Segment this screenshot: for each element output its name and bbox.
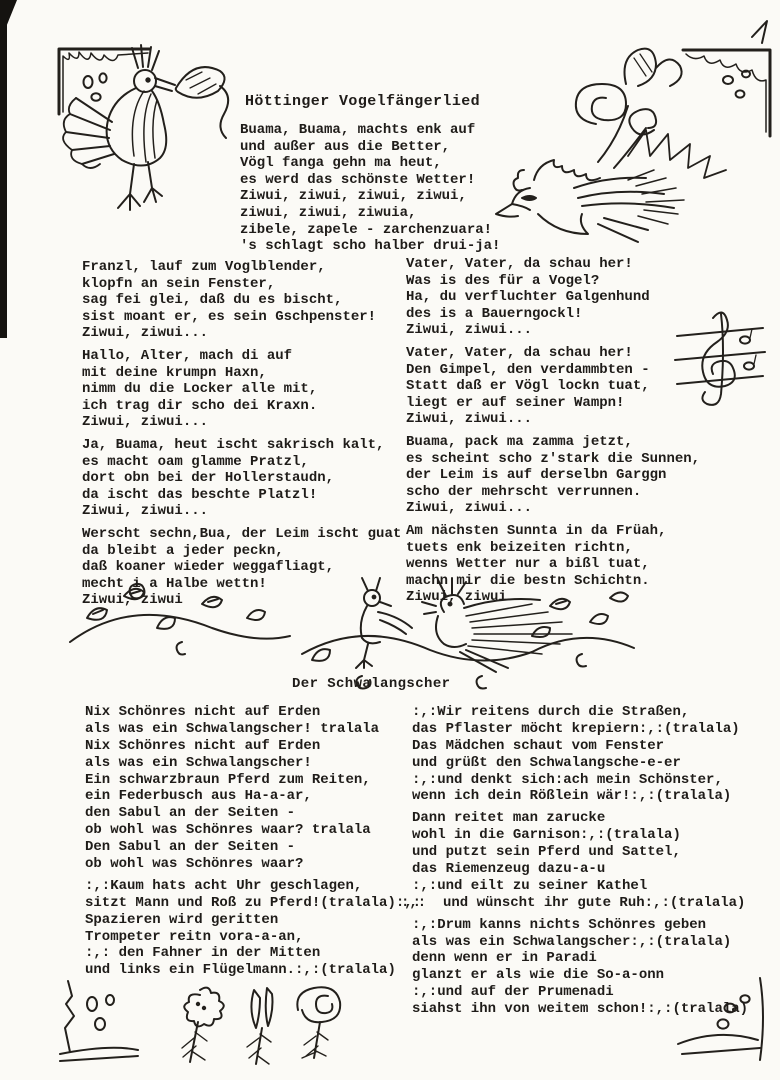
text-line: Ziwui, ziwui...	[82, 503, 209, 520]
text-line: siahst ihn von weitem schon!:,:(tralala)	[412, 1001, 749, 1018]
text-line: wenn ich dein Rößlein wär!:,:(tralala)	[412, 788, 732, 805]
stanza	[82, 348, 401, 431]
stanza	[82, 437, 401, 520]
text-line: 's schlagt scho halber drui-ja!	[240, 238, 501, 255]
text-line: Ein schwarzbraun Pferd zum Reiten,	[85, 771, 371, 788]
text-line: Vögl fanga gehn ma heut,	[240, 155, 442, 172]
text-line: ein Federbusch aus Ha-a-ar,	[85, 788, 312, 805]
text-line: ziwui, ziwui, ziwuia,	[240, 204, 417, 221]
text-line: sist moant er, es sein Gschpenster!	[82, 308, 377, 325]
text-line: ob wohl was Schönres waar?	[85, 856, 304, 873]
song1-title: Höttinger Vogelfängerlied	[245, 93, 481, 110]
text-line: des is a Bauerngockl!	[406, 305, 583, 322]
stanza	[406, 256, 700, 339]
text-line: Was is des für a Vogel?	[406, 272, 600, 289]
text-line: daß koaner wieder weggafliagt,	[82, 559, 335, 576]
text-line: es scheint scho z'stark die Sunnen,	[406, 450, 701, 467]
text-line: sitzt Mann und Roß zu Pferd!(tralala):,:	[85, 894, 422, 911]
rooster-illustration	[52, 36, 247, 221]
text-line: Trompeter reitn vora-a-an,	[85, 928, 304, 945]
stanza	[406, 434, 700, 517]
text-line: Vater, Vater, da schau her!	[406, 256, 633, 272]
text-line: der Leim is auf derselbn Garggn	[406, 467, 667, 484]
text-line: es werd das schönste Wetter!	[240, 171, 476, 188]
text-line: Buama, pack ma zamma jetzt,	[406, 433, 633, 450]
text-line: Statt daß er Vögl lockn tuat,	[406, 378, 650, 395]
stanza	[406, 345, 700, 428]
text-line: Ziwui, ziwui...	[406, 500, 533, 517]
text-line: :,: und wünscht ihr gute Ruh:,:(tralala)	[401, 894, 746, 911]
song1-right-column	[406, 256, 700, 612]
text-line: Ziwui, ziwui	[82, 592, 183, 609]
text-line: den Sabul an der Seiten -	[85, 805, 296, 822]
text-line: :,:und eilt zu seiner Kathel	[412, 877, 648, 894]
text-line: das Pflaster möcht krepiern:,:(tralala)	[412, 720, 740, 737]
text-line: Ziwui, ziwui	[406, 589, 507, 606]
text-line: und links ein Flügelmann.:,:(tralala)	[85, 962, 396, 979]
text-line: Franzl, lauf zum Voglblender,	[82, 259, 326, 275]
text-line: denn wenn er in Paradi	[412, 950, 597, 967]
scan-edge-artifact	[0, 0, 7, 338]
text-line: Das Mädchen schaut vom Fenster	[412, 737, 665, 754]
text-line: und putzt sein Pferd und Sattel,	[412, 844, 681, 861]
text-line: machn mir die bestn Schichtn.	[406, 572, 650, 589]
text-line: :,:Wir reitens durch die Straßen,	[412, 704, 690, 720]
text-line: Ziwui, ziwui...	[82, 325, 209, 342]
text-line: :,:und denkt sich:ach mein Schönster,	[412, 771, 723, 788]
stanza	[82, 259, 401, 342]
text-line: Ziwui, ziwui...	[406, 411, 533, 428]
text-line: ob wohl was Schönres waar? tralala	[85, 822, 371, 839]
text-line: scho der mehrscht verrunnen.	[406, 483, 642, 500]
text-line: Nix Schönres nicht auf Erden	[85, 737, 321, 754]
stanza	[412, 917, 748, 1018]
text-line: dort obn bei der Hollerstaudn,	[82, 470, 335, 487]
text-line: Den Sabul an der Seiten -	[85, 839, 296, 856]
text-line: Nix Schönres nicht auf Erden	[85, 704, 321, 720]
text-line: Ha, du verfluchter Galgenhund	[406, 289, 650, 306]
text-line: und grüßt den Schwalangsche-e-er	[412, 754, 681, 771]
text-line: glanzt er als wie die So-a-onn	[412, 967, 665, 984]
text-line: mit deine krumpn Haxn,	[82, 364, 267, 381]
text-line: es macht oam glamme Pratzl,	[82, 453, 309, 470]
song2-right-column	[401, 704, 749, 1023]
stanza	[82, 526, 401, 609]
text-line: klopfn an sein Fenster,	[82, 275, 276, 292]
song2-left-column	[85, 704, 421, 984]
text-line: Ziwui, ziwui, ziwui, ziwui,	[240, 188, 467, 205]
text-line: Buama, Buama, machts enk auf	[240, 122, 476, 138]
text-line: tuets enk beizeiten richtn,	[406, 539, 633, 556]
text-line: Hallo, Alter, mach di auf	[82, 347, 293, 364]
text-line: Spazieren wird geritten	[85, 911, 279, 928]
text-line: als was ein Schwalangscher! tralala	[85, 720, 380, 737]
text-line: da ischt das beschte Platzl!	[82, 486, 318, 503]
song1-left-column	[82, 259, 401, 615]
text-line: :,:Kaum hats acht Uhr geschlagen,	[85, 877, 363, 894]
text-line: zibele, zapele - zarchenzuara!	[240, 221, 493, 238]
text-line: Am nächsten Sunnta in da Früah,	[406, 522, 667, 539]
stanza	[85, 878, 421, 979]
text-line: Ziwui, ziwui...	[406, 322, 533, 339]
text-line: das Riemenzeug dazu-a-u	[412, 861, 606, 878]
flowers-illustration	[168, 976, 348, 1071]
text-line: liegt er auf seiner Wampn!	[406, 394, 625, 411]
ornate-bird-illustration	[478, 28, 778, 253]
text-line: sag fei glei, daß du es bischt,	[82, 292, 343, 309]
text-line: Vater, Vater, da schau her!	[406, 344, 633, 361]
text-line: nimm du die Locker alle mit,	[82, 381, 318, 398]
stanza	[85, 704, 421, 873]
song1-intro-stanza	[240, 122, 500, 255]
text-line: ich trag dir scho dei Kraxn.	[82, 397, 318, 414]
text-line: Dann reitet man zarucke	[412, 810, 606, 827]
text-line: als was ein Schwalangscher!	[85, 754, 312, 771]
text-line: :,:und auf der Prumenadi	[412, 984, 614, 1001]
text-line: wohl in die Garnison:,:(tralala)	[412, 827, 681, 844]
stanza	[412, 704, 748, 805]
text-line: Den Gimpel, den verdammbten -	[406, 361, 650, 378]
text-line: als was ein Schwalangscher:,:(tralala)	[412, 933, 732, 950]
text-line: wenns Wetter nur a bißl tuat,	[406, 556, 650, 573]
stanza	[401, 810, 748, 911]
text-line: Ja, Buama, heut ischt sakrisch kalt,	[82, 436, 385, 453]
corner-flourish-left	[50, 976, 145, 1071]
text-line: Ziwui, ziwui...	[82, 414, 209, 431]
song2-title: Der Schwalangscher	[292, 676, 451, 692]
text-line: mecht i a Halbe wettn!	[82, 575, 267, 592]
text-line: :,:Drum kanns nichts Schönres geben	[412, 916, 707, 933]
text-line: :,: den Fahner in der Mitten	[85, 945, 321, 962]
text-line: da bleibt a jeder peckn,	[82, 542, 284, 559]
stanza	[406, 523, 700, 606]
text-line: und außer aus die Better,	[240, 138, 451, 155]
text-line: Werscht sechn,Bua, der Leim ischt guat	[82, 525, 402, 542]
